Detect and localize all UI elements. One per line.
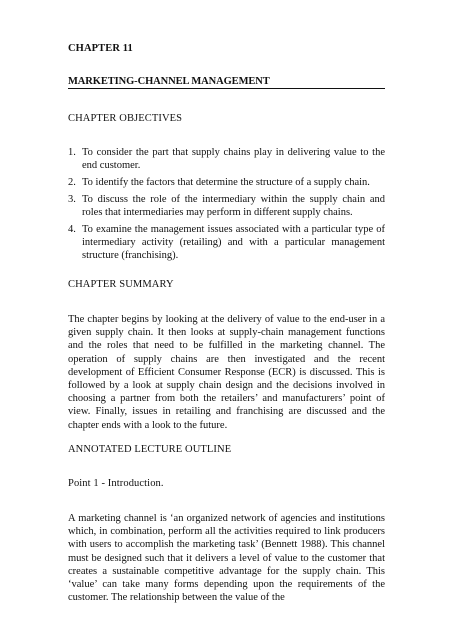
objective-text: To examine the management issues associated with a particular type of intermediary activity (retailing) and with a particular management structure (franchising). [82,224,385,261]
objective-text: To consider the part that supply chains play in delivering value to the end customer. [82,147,385,171]
objectives-list [68,146,385,266]
summary-heading: CHAPTER SUMMARY [68,279,174,290]
objective-item [68,223,385,262]
outline-paragraph: A marketing channel is ‘an organized network of agencies and institutions which, in combination, perform all the activities required to link producers with users to accomplish the marketing task’ (Bennett 1988). This channel must be designed such that it delivers a level of value to the customer that creates a sustainable competitive advantage for the supply chain. This ‘value’ can take many forms depending upon the requirements of the customer. The relationship between the value of the [68,513,385,604]
chapter-title: MARKETING-CHANNEL MANAGEMENT [68,76,385,89]
objective-item [68,193,385,219]
point-title: Point 1 - Introduction. [68,478,164,489]
objectives-heading: CHAPTER OBJECTIVES [68,113,183,124]
objective-number: 4. [68,224,76,235]
objective-number: 2. [68,177,76,188]
objective-number: 1. [68,147,76,158]
objective-item [68,176,385,189]
chapter-number: CHAPTER 11 [68,43,133,54]
objective-text: To discuss the role of the intermediary within the supply chain and roles that intermediaries may perform in different supply chains. [82,194,385,218]
objective-number: 3. [68,194,76,205]
objective-item [68,146,385,172]
outline-heading: ANNOTATED LECTURE OUTLINE [68,444,232,455]
objective-text: To identify the factors that determine the structure of a supply chain. [82,177,370,188]
summary-paragraph: The chapter begins by looking at the delivery of value to the end-user in a given supply chain. It then looks at supply-chain management functions and the roles that need to be fulfilled in the marketing channel. The operation of supply chains are then investigated and the recent development of Efficient Consumer Response (ECR) is discussed. This is followed by a look at supply chain design and the decisions involved in choosing a partner from both the retailers’ and manufacturers’ point of view. Finally, issues in retailing and franchising are discussed and the chapter ends with a look to the future. [68,314,385,431]
